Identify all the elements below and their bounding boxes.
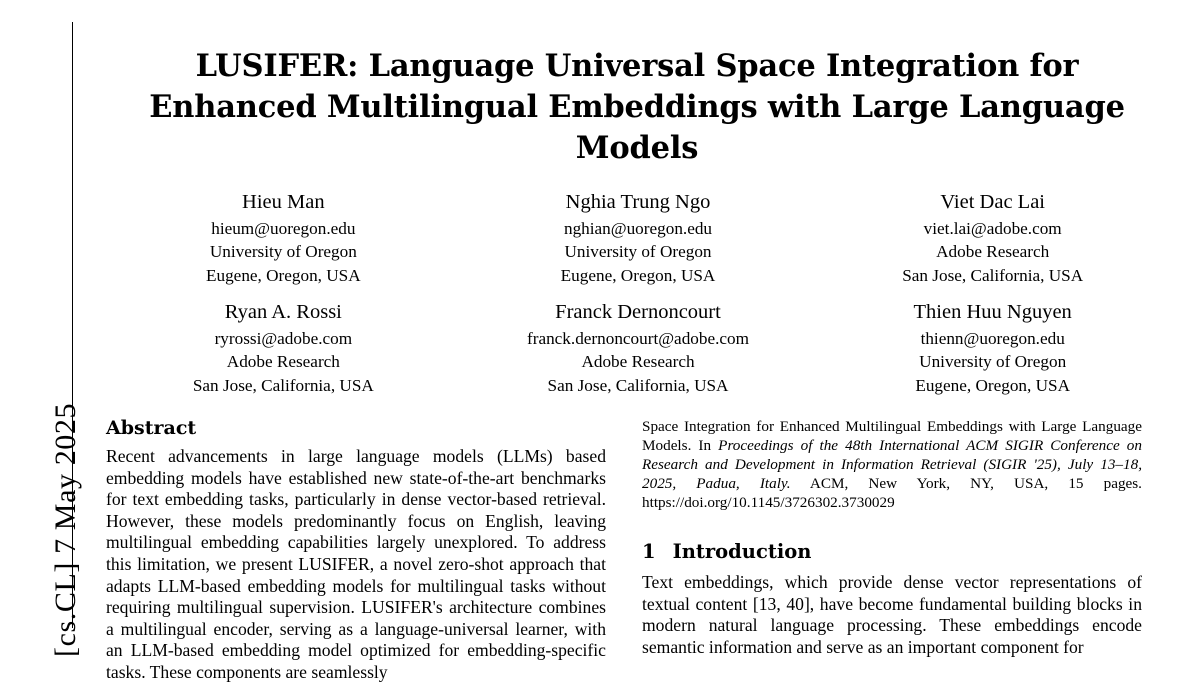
author-email[interactable]: hieum@uoregon.edu [211, 218, 356, 238]
author-email[interactable]: ryrossi@adobe.com [214, 328, 353, 348]
author-block [96, 191, 1200, 397]
author-entry [461, 191, 816, 287]
citation-text-after: ACM, New York, NY, USA, 15 pages. https://doi.org/10.1145/3726302.3730029 [642, 475, 1142, 511]
author-name: Nghia Trung Ngo [565, 191, 711, 213]
author-email[interactable]: nghian@uoregon.edu [563, 218, 713, 238]
author-affiliation: Adobe Research [226, 352, 340, 371]
author-email[interactable]: viet.lai@adobe.com [923, 218, 1062, 238]
citation-venue: Proceedings of the 48th International ACM SIGIR Conference on Research and Development in Information Retrieval (SIGIR '25), July 13–18, 2025, Padua, Italy. [642, 437, 1142, 492]
citation-text-before: Space Integration for Enhanced Multilingual Embeddings with Large Language Models. In [642, 418, 1142, 454]
author-email[interactable]: franck.dernoncourt@adobe.com [527, 328, 749, 348]
left-column [106, 417, 606, 684]
section-title: Introduction [672, 540, 812, 563]
author-location: San Jose, California, USA [902, 265, 1084, 285]
author-entry [461, 301, 816, 397]
author-name: Viet Dac Lai [940, 191, 1045, 213]
author-affiliation: University of Oregon [564, 242, 712, 261]
author-row [106, 191, 1170, 287]
author-location: San Jose, California, USA [547, 375, 729, 395]
author-location: Eugene, Oregon, USA [915, 375, 1070, 395]
author-entry [815, 301, 1170, 397]
abstract-text: Recent advancements in large language models (LLMs) based embedding models have established new state-of-the-art benchmarks for text embedding tasks, particularly in dense vector-based retrieval. However, these models predominantly focus on English, leaving multilingual embedding capabilities largely unexplored. To address this limitation, we present LUSIFER, a novel zero-shot approach that adapts LLM-based embedding models for multilingual tasks without requiring multilingual supervision. LUSIFER's architecture combines a multilingual encoder, serving as a language-universal learner, with an LLM-based embedding model optimized for embedding-specific tasks. These components are seamlessly [106, 446, 606, 682]
author-entry [815, 191, 1170, 287]
author-entry [106, 301, 461, 397]
citation-block [642, 417, 1142, 512]
author-row [106, 301, 1170, 397]
author-email[interactable]: thienn@uoregon.edu [920, 328, 1065, 348]
author-affiliation: University of Oregon [209, 242, 357, 261]
arxiv-stamp [0, 0, 96, 657]
author-entry [106, 191, 461, 287]
author-name: Thien Huu Nguyen [913, 301, 1072, 323]
author-affiliation: Adobe Research [581, 352, 695, 371]
abstract-heading: Abstract [106, 417, 197, 439]
author-name: Ryan A. Rossi [224, 301, 342, 323]
author-location: Eugene, Oregon, USA [560, 265, 716, 285]
author-location: San Jose, California, USA [192, 375, 374, 395]
introduction-text: Text embeddings, which provide dense vector representations of textual content [13, 40], have become fundamental building blocks in modern natural language processing. These embeddings encode semantic information and serve as an important component for [642, 572, 1142, 657]
author-name: Hieu Man [242, 191, 325, 213]
body-columns [96, 417, 1200, 684]
right-column [642, 417, 1142, 684]
author-affiliation: Adobe Research [936, 242, 1050, 261]
author-location: Eugene, Oregon, USA [206, 265, 361, 285]
author-affiliation: University of Oregon [919, 352, 1067, 371]
section-number: 1 [642, 540, 656, 563]
introduction-heading [642, 540, 1142, 563]
paper-page [96, 0, 1200, 682]
arxiv-stamp-text: [cs.CL] 7 May 2025 [49, 402, 82, 657]
page-title: LUSIFER: Language Universal Space Integration for Enhanced Multilingual Embeddings with Large Language Models [149, 48, 1125, 166]
author-name: Franck Dernoncourt [555, 301, 721, 323]
